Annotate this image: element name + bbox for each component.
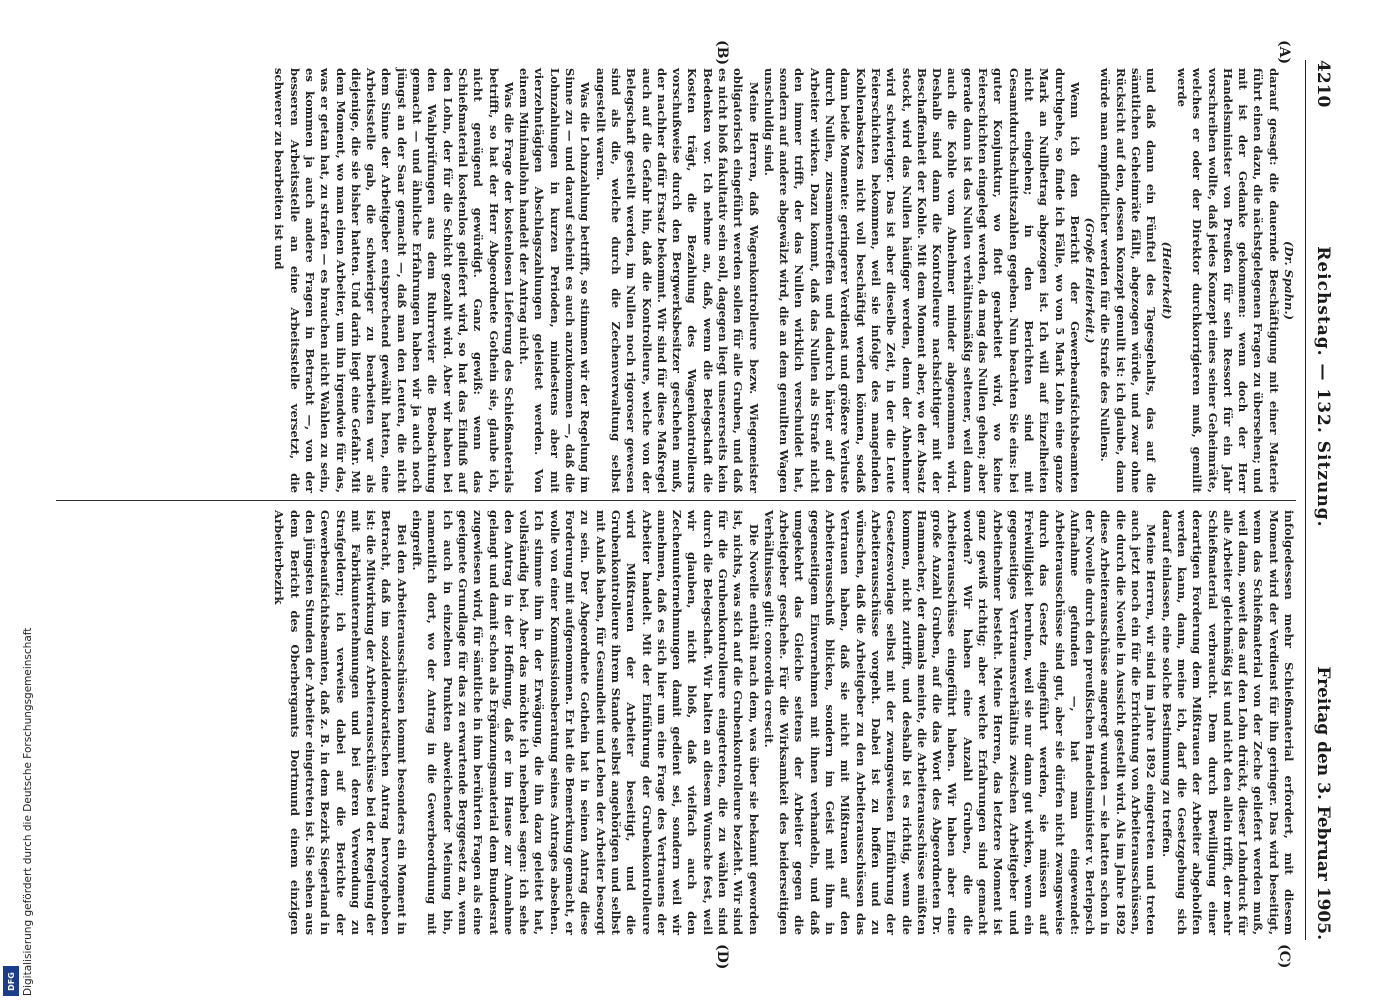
- margin-marker-d: (D): [714, 944, 730, 970]
- session-date: Freitag den 3. Februar 1905.: [1313, 666, 1333, 940]
- dfg-logo: [3, 966, 19, 996]
- left-column: [271, 68, 1296, 493]
- session-title: Reichstag. — 132. Sitzung.: [1313, 246, 1333, 528]
- interjection: (Heiterkeit): [1159, 241, 1174, 320]
- paragraph: Was die Frage der kostenlosen Lieferung des Schießmaterials betrifft, so hat der Herr Abgeordnete Gothein sie, glaube ich, nicht genügend gewürdigt. Ganz gewiß: wenn das Schießmaterial kostenlos geliefert wird, so hat das Einfluß auf den Lohn, der für die Schicht gezahlt wird. Aber wir haben bei den Wahlprüfungen aus dem Ruhrrevier die Beobachtung gemacht — und ähnliche Erfahrungen haben wir ja auch noch jüngst an der Saar gemacht —, daß man den Leuten, die nicht dem Sinne der Arbeitgeber entsprechend gewählt hatten, eine Arbeitsstelle gab, die schwieriger zu bearbeiten war als diejenige, die sie bisher hatten. Und darin liegt eine Gefahr. Mit dem Moment, wo man einen Arbeiter, um ihn irgendwie für das, was er getan hat, zu strafen — es brauchen nicht Wahlen zu sein, es kommen ja auch andere Fragen in Betracht —, von der besseren Arbeitsstelle an eine Arbeitsstelle versetzt, die schwerer zu bearbeiten ist und: [272, 68, 516, 493]
- speaker-label: (Dr. Spahn.): [1282, 240, 1296, 321]
- paragraph: und daß dann ein Fünftel des Tagesgehalts, das auf die sämtlichen Geheimräte fällt, abgezogen würde, und zwar ohne Rücksicht auf den, dessen Konzept genullt ist: ich glaube, dann würde man empfindlicher werden für die Strafe des Nullens.: [1098, 68, 1159, 493]
- margin-marker-c: (C): [1276, 944, 1292, 969]
- paragraph: Was die Lohnzahlung betrifft, so stimmen wir der Regelung im Sinne zu — und darauf scheint es auch anzukommen —, daß die Lohnzahlungen in kurzen Perioden, mindestens aber mit vierzehntägigen Abschlagszahlungen geleistet werden. Von einem Minimallohn handelt der Antrag nicht.: [517, 68, 593, 493]
- paragraph: Meine Herren, wir sind im Jahre 1892 eingetreten und treten auch jetzt noch ein für die Errichtung von Arbeiterausschüssen, die durch die Novelle in Aussicht gestellt wird. Als im Jahre 1892 diese Arbeiterausschüsse angeregt wurden — sie hatten schon in der Novelle durch den preußischen Handelsminister v. Berlepsch Aufnahme gefunden —, hat man eingewendet: Arbeiterausschüsse sind gut, aber sie dürfen nicht zwangsweise durch das Gesetz eingeführt werden, sie müssen auf Freiwilligkeit beruhen, weil sie nur dann gut wirken, wenn ein gegenseitiges Vertrauensverhältnis zwischen Arbeitgeber und Arbeitnehmer besteht. Meine Herren, das letztere Moment ist ganz gewiß richtig; aber welche Erfahrungen sind gemacht worden? Wir haben eine Anzahl Gruben, die die Arbeiterausschüsse eingeführt haben. Wir haben aber eine große Anzahl Gruben, auf die das Wort des Abgeordneten Dr. Hammacher, der damals meinte, die Arbeiterausschüsse müßten kommen, nicht zutrifft, und deshalb ist es richtig, wenn die Gesetzesvorlage selbst mit der zwangsweisen Einführung der Arbeiterausschüsse vorgeht. Dabei ist zu hoffen und zu wünschen, daß die Arbeitgeber zu den Arbeiterausschüssen das Vertrauen haben, daß sie nicht mit Mißtrauen auf den Arbeiterausschuß blicken, sondern im Geist mit ihm in gegenseitigem Einvernehmen mit ihnen verhandeln, und daß umgekehrt das Gleiche seitens der Arbeiter gegen die Arbeitgeber geschehe. Für die Wirksamkeit des beiderseitigen Verhältnisses gilt: concordia crescit.: [761, 510, 1159, 935]
- logo-text: DFG: [6, 971, 16, 991]
- digitization-credit: [4, 0, 34, 1000]
- credit-text: Digitalisierung gefördert durch die Deutsche Forschungsgemeinschaft: [22, 627, 34, 996]
- column-divider: [56, 500, 1296, 501]
- paragraph: Wenn ich den Bericht der Gewerbeaufsichtsbeamten durchgehe, so finde ich Fälle, wo von 5 Mark Lohn eine ganze Mark an Nullbetrag abgezogen ist. Ich will auf Einzelheiten nicht eingehen; in den Berichten sind mit Gesamtdurchschnittszahlen gegeben. Nun beachten Sie eins: bei guter Konjunktur, wo flott gearbeitet wird, wo keine Feierschichten eingelegt werden, da mag das Nullen gehen; aber gerade dann ist das Nullen verhältnismäßig seltener, weil dann auch die Kohle vom Abnehmer minder abgenommen wird. Deshalb sind dann die Kontrolleure nachsichtiger mit der Beschaffenheit der Kohle. Mit dem Moment aber, wo der Absatz stockt, wird das Nullen häufiger werden, denn der Abnehmer wird schwieriger. Das ist aber dieselbe Zeit, in der die Leute Feierschichten bekommen, weil sie infolge des mangelnden Kohlenabsatzes nicht voll beschäftigt werden können, sodaß dann beide Momente: geringerer Verdienst und größere Verluste durch Nullen, zusammentreffen und dadurch härter auf den Arbeiter wirken. Dazu kommt, daß das Nullen als Strafe nicht den immer trifft, der das Nullen wirklich verschuldet hat, sondern auf andere abgewälzt wird, die an dem genullten Wagen unschuldig sind.: [761, 68, 1082, 493]
- paragraph: Die Novelle enthält nach dem, was über sie bekannt geworden ist, nichts, was sich auf die Grubenkontrolleure bezieht. Wir sind für die Grubenkontrolleure eingetreten, die zu wählen sind durch die Belegschaft. Wir halten an diesem Wunsche fest, weil wir glauben, nicht bloß, daß vielfach auch den Zechenunternehmungen damit gedient sei, sondern weil wir annehmen, daß es sich hier um eine Frage des Vertrauens der Arbeiter handelt. Mit der Einführung der Grubenkontrolleure wird Mißtrauen der Arbeiter beseitigt, und die Grubenkontrolleure ihrem Stande selbst angehörigen und selbst mit Anlaß haben, für Gesundheit und Leben der Arbeiter besorgt zu sein. Der Abgeordnete Gothein hat in seinen Antrag diese Forderung mit aufgenommen. Er hat die Bemerkung gemacht, er wolle von einer Kommissionsberatung seines Antrages absehen. Ich stimme ihm in der Erwägung, die ihn dazu geleitet hat, vollständig bei. Aber das möchte ich nebenbei sagen: ich sehe den Antrag in der Hoffnung, daß er im Hause zur Annahme gelangt und damit schon als Ergänzungsmaterial dem Bundesrat zugewiesen wird, für sämtliche in ihm berührten Fragen als eine geeignete Grundlage für das zu erwartende Berggesetz an, wenn ich auch in einzelnen Punkten abweichender Meinung bin, namentlich dort, wo der Antrag in die Gewerbeordnung mit eingreift.: [410, 510, 761, 935]
- page-header: [1305, 60, 1340, 940]
- margin-marker-b: (B): [714, 40, 730, 66]
- interjection: (Große Heiterkeit.): [1083, 217, 1098, 344]
- paragraph: Bei den Arbeiterausschüssen kommt besonders ein Moment in Betracht, daß im sozialdemokratischen Antrag hervorgehoben ist: die Mitwirkung der Arbeiterausschüsse bei der Regelung der mit Fabrikunternehmungen und bei deren Verwendung zu Strafgeldern; ich verweise dabei auf die Berichte der Gewerbeaufsichtsbeamten, daß z. B. in dem Bezirk Siegerland in den jüngsten Stunden der Arbeiter eingetreten ist. Sie sehen aus dem Bericht des Oberbergamts Dortmund einem einzigen Arbeiterbezirk: [272, 510, 409, 935]
- paragraph: Meine Herren, daß Wagenkontrolleure bezw. Wiegemeister obligatorisch eingeführt werden sollen für alle Gruben, und daß es nicht bloß fakultativ sein soll, dagegen liegt unsererseits kein Bedenken vor. Ich nehme an, daß, wenn die Belegschaft die Kosten trägt, die Bezahlung des Wagenkontrolleurs vorschußweise durch den Bergwerksbesitzer geschehen muß, der nachher dafür Ersatz bekommt. Wir sind für diese Maßregel auch auf die Gefahr hin, daß die Kontrolleure, welche von der Belegschaft gestellt werden, im Nullen noch rigoroser gewesen sind als die, welche durch die Zechenverwaltung selbst angestellt waren.: [593, 68, 761, 493]
- paragraph: darauf gesagt: die dauernde Beschäftigung mit einer Materie führt einen dazu, die nächstgelegenen Fragen zu übersehen; und mit ist der Gedanke gekommen: wenn doch der Herr Handelsminister von Preußen für sein Ressort für ein Jahr vorschreiben wollte, daß jedes Konzept eines seiner Geheimräte, welches er oder der Direktor durchkorrigieren muß, gemillt werde: [1174, 68, 1281, 493]
- page-number: 4210: [1313, 60, 1333, 108]
- paragraph: infolgedessen mehr Schießmaterial erfordert, mit diesem Moment wird der Verdienst für ihn geringer. Das wird beseitigt, wenn das Schießmaterial von der Zeche geliefert werden muß, weil dann, soweit das auf den Lohn drückt, dieser Lohndruck für alle Arbeiter gleichmäßig ist und nicht den allein trifft, der mehr Schießmaterial verbraucht. Dem durch Bewilligung einer derartigen Forderung dem Mißtrauen der Arbeiter abgeholfen werden kann, dann, meine ich, darf die Gesetzgebung sich darauf einlassen, eine solche Bestimmung zu treffen.: [1159, 510, 1296, 935]
- margin-marker-a: (A): [1276, 40, 1292, 65]
- right-column: [271, 510, 1296, 935]
- newspaper-page: [50, 40, 1340, 970]
